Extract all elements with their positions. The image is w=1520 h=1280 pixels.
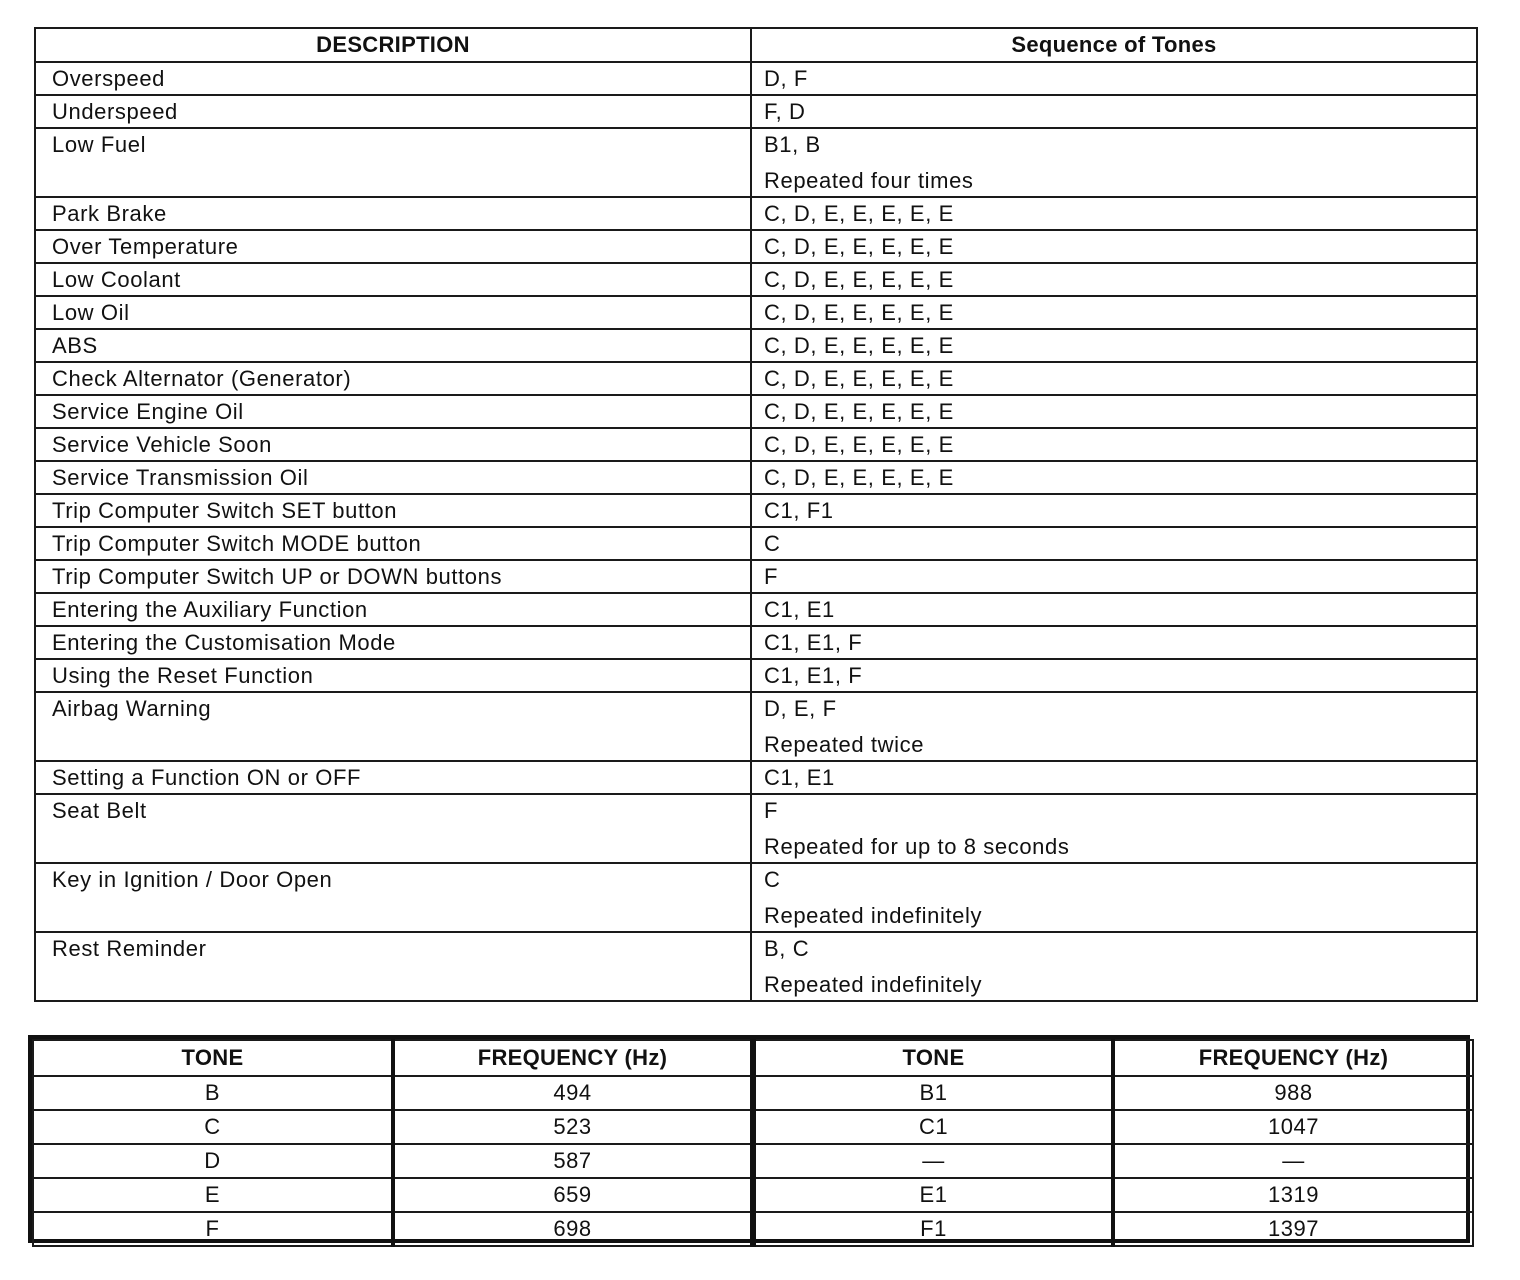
tone-cell: B <box>33 1076 393 1110</box>
table-row <box>35 593 1477 626</box>
table-row <box>35 494 1477 527</box>
sequence-cell <box>751 62 1477 95</box>
repeat-note: Repeated indefinitely <box>764 903 983 928</box>
tone-sequence: C, D, E, E, E, E, E <box>764 234 954 259</box>
description-cell: Trip Computer Switch MODE button <box>35 527 751 560</box>
sequence-cell <box>751 794 1477 863</box>
tone-sequence: B1, B <box>764 132 821 157</box>
tone-sequence: D, F <box>764 66 808 91</box>
sequence-cell <box>751 527 1477 560</box>
description-header: DESCRIPTION <box>35 28 751 62</box>
tone-cell: — <box>753 1144 1113 1178</box>
tone-sequence: C1, F1 <box>764 498 834 523</box>
table-row <box>35 362 1477 395</box>
table-row <box>35 296 1477 329</box>
repeat-note: Repeated indefinitely <box>764 972 983 997</box>
table-row <box>35 863 1477 932</box>
tone-sequence-body <box>35 62 1477 1001</box>
frequency-cell: — <box>1113 1144 1473 1178</box>
table-row <box>35 263 1477 296</box>
tone-sequence: C, D, E, E, E, E, E <box>764 366 954 391</box>
table-row <box>35 932 1477 1001</box>
description-cell: Using the Reset Function <box>35 659 751 692</box>
description-cell: Setting a Function ON or OFF <box>35 761 751 794</box>
description-cell: Key in Ignition / Door Open <box>35 863 751 932</box>
frequency-cell: 1047 <box>1113 1110 1473 1144</box>
table-row <box>33 1076 1473 1110</box>
table-row <box>35 428 1477 461</box>
tone-sequence: C, D, E, E, E, E, E <box>764 399 954 424</box>
tone-sequence: C1, E1 <box>764 597 835 622</box>
table-row <box>35 95 1477 128</box>
frequency-cell: 1319 <box>1113 1178 1473 1212</box>
tone-header: TONE <box>33 1040 393 1076</box>
description-cell: Trip Computer Switch SET button <box>35 494 751 527</box>
sequence-cell <box>751 362 1477 395</box>
tone-cell: F1 <box>753 1212 1113 1246</box>
frequency-header: FREQUENCY (Hz) <box>1113 1040 1473 1076</box>
description-cell: Service Vehicle Soon <box>35 428 751 461</box>
frequency-cell: 988 <box>1113 1076 1473 1110</box>
table-row <box>35 659 1477 692</box>
tone-sequence: F, D <box>764 99 806 124</box>
tone-sequence: C <box>764 867 781 892</box>
repeat-note: Repeated for up to 8 seconds <box>764 834 1070 859</box>
sequence-cell <box>751 128 1477 197</box>
tone-sequence: C, D, E, E, E, E, E <box>764 465 954 490</box>
repeat-note: Repeated four times <box>764 168 974 193</box>
table-header-row <box>35 28 1477 62</box>
table-row <box>35 197 1477 230</box>
frequency-cell: 659 <box>393 1178 753 1212</box>
description-cell: Check Alternator (Generator) <box>35 362 751 395</box>
description-cell: Low Oil <box>35 296 751 329</box>
frequency-cell: 1397 <box>1113 1212 1473 1246</box>
frequency-header: FREQUENCY (Hz) <box>393 1040 753 1076</box>
description-cell: Low Fuel <box>35 128 751 197</box>
tone-cell: D <box>33 1144 393 1178</box>
tone-sequence: F <box>764 564 779 589</box>
tone-sequence: C, D, E, E, E, E, E <box>764 201 954 226</box>
table-row <box>35 626 1477 659</box>
sequence-cell <box>751 197 1477 230</box>
sequence-cell <box>751 95 1477 128</box>
tone-frequency-table <box>32 1039 1474 1247</box>
description-cell: Low Coolant <box>35 263 751 296</box>
sequence-cell <box>751 395 1477 428</box>
tone-sequence: C <box>764 531 781 556</box>
sequence-cell <box>751 626 1477 659</box>
tone-cell: E <box>33 1178 393 1212</box>
table-row <box>33 1212 1473 1246</box>
table-row <box>33 1144 1473 1178</box>
description-cell: Over Temperature <box>35 230 751 263</box>
table-row <box>35 329 1477 362</box>
table-row <box>33 1178 1473 1212</box>
table-header-row <box>33 1040 1473 1076</box>
sequence-cell <box>751 428 1477 461</box>
description-cell: Entering the Customisation Mode <box>35 626 751 659</box>
tone-cell: C <box>33 1110 393 1144</box>
table-row <box>35 761 1477 794</box>
frequency-cell: 587 <box>393 1144 753 1178</box>
table-row <box>35 794 1477 863</box>
sequence-cell <box>751 932 1477 1001</box>
frequency-table-frame <box>28 1035 1470 1243</box>
description-cell: ABS <box>35 329 751 362</box>
table-row <box>35 128 1477 197</box>
description-cell: Overspeed <box>35 62 751 95</box>
tone-cell: E1 <box>753 1178 1113 1212</box>
tone-cell: F <box>33 1212 393 1246</box>
table-row <box>35 461 1477 494</box>
tone-sequence: C1, E1, F <box>764 663 863 688</box>
description-cell: Service Engine Oil <box>35 395 751 428</box>
tone-frequency-body <box>33 1076 1473 1246</box>
tone-sequence: C1, E1 <box>764 765 835 790</box>
tone-sequence: C1, E1, F <box>764 630 863 655</box>
sequence-cell <box>751 761 1477 794</box>
sequence-cell <box>751 263 1477 296</box>
sequence-cell <box>751 494 1477 527</box>
table-row <box>35 692 1477 761</box>
repeat-note: Repeated twice <box>764 732 925 757</box>
description-cell: Service Transmission Oil <box>35 461 751 494</box>
sequence-cell <box>751 461 1477 494</box>
table-row <box>35 230 1477 263</box>
sequence-cell <box>751 692 1477 761</box>
tone-sequence: F <box>764 798 779 823</box>
tone-sequence: C, D, E, E, E, E, E <box>764 300 954 325</box>
table-row <box>33 1110 1473 1144</box>
sequence-cell <box>751 560 1477 593</box>
table-row <box>35 560 1477 593</box>
table-row <box>35 395 1477 428</box>
tone-header: TONE <box>753 1040 1113 1076</box>
description-cell: Underspeed <box>35 95 751 128</box>
sequence-cell <box>751 659 1477 692</box>
tone-cell: B1 <box>753 1076 1113 1110</box>
tone-sequence: C, D, E, E, E, E, E <box>764 432 954 457</box>
sequence-cell <box>751 296 1477 329</box>
sequence-cell <box>751 230 1477 263</box>
table-row <box>35 62 1477 95</box>
frequency-cell: 698 <box>393 1212 753 1246</box>
tone-sequence: C, D, E, E, E, E, E <box>764 333 954 358</box>
tone-sequence: C, D, E, E, E, E, E <box>764 267 954 292</box>
tone-sequence: D, E, F <box>764 696 837 721</box>
sequence-cell <box>751 863 1477 932</box>
sequence-cell <box>751 593 1477 626</box>
tone-sequence-table <box>34 27 1478 1002</box>
tone-cell: C1 <box>753 1110 1113 1144</box>
description-cell: Airbag Warning <box>35 692 751 761</box>
description-cell: Seat Belt <box>35 794 751 863</box>
frequency-cell: 523 <box>393 1110 753 1144</box>
table-row <box>35 527 1477 560</box>
description-cell: Park Brake <box>35 197 751 230</box>
description-cell: Trip Computer Switch UP or DOWN buttons <box>35 560 751 593</box>
description-cell: Rest Reminder <box>35 932 751 1001</box>
sequence-cell <box>751 329 1477 362</box>
tone-sequence: B, C <box>764 936 810 961</box>
frequency-cell: 494 <box>393 1076 753 1110</box>
sequence-header: Sequence of Tones <box>751 28 1477 62</box>
description-cell: Entering the Auxiliary Function <box>35 593 751 626</box>
